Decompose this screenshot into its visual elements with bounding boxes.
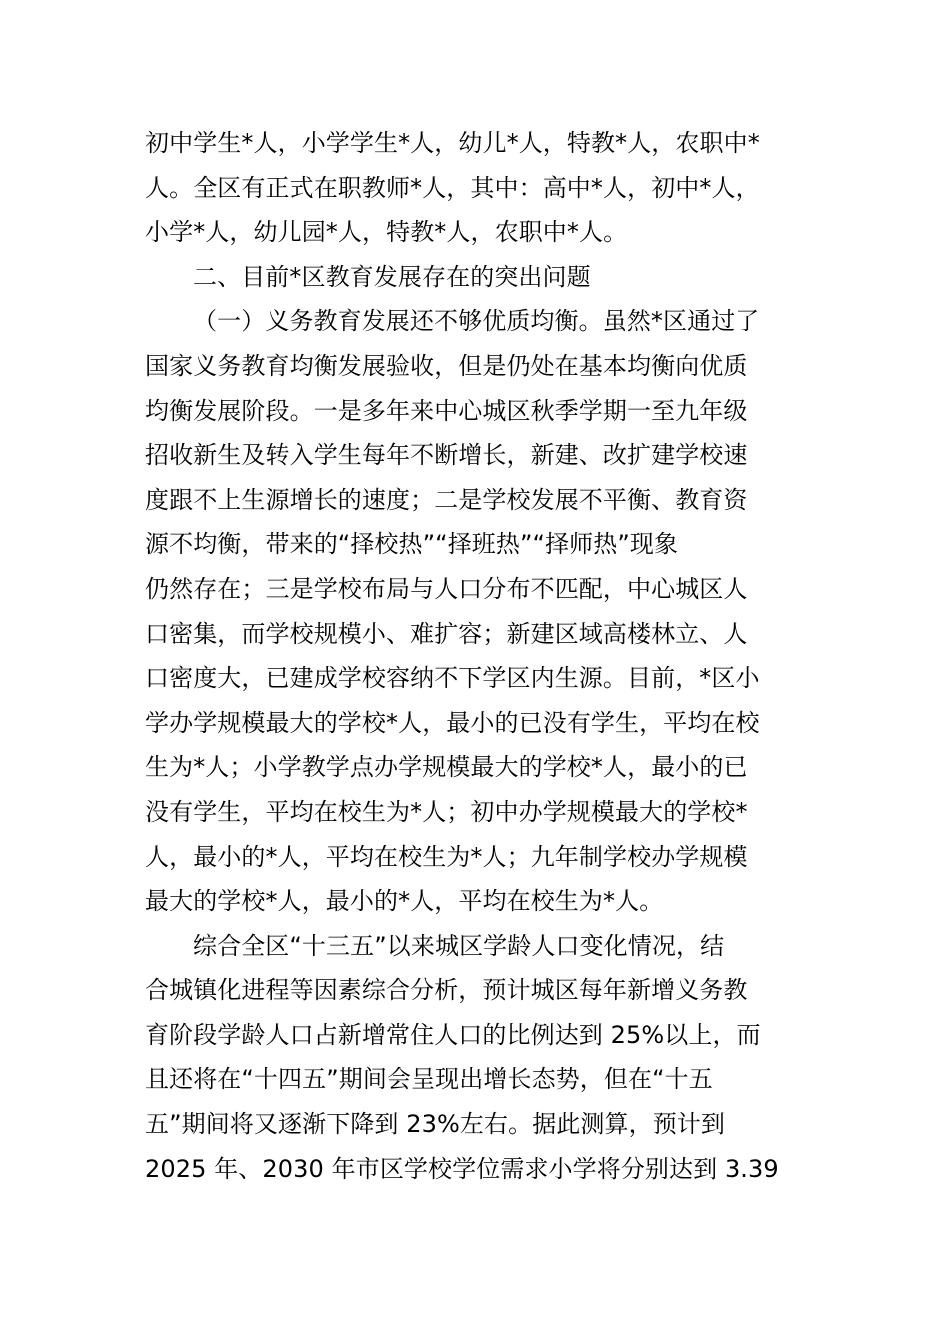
text-line: 源不均衡，带来的“择校热”“择班热”“择师热”现象 bbox=[145, 530, 679, 559]
text-line: 学办学规模最大的学校*人，最小的已没有学生，平均在校 bbox=[145, 708, 760, 737]
text-line: 国家义务教育均衡发展验收，但是仍处在基本均衡向优质 bbox=[145, 351, 748, 380]
text-line: 五”期间将又逐渐下降到 23%左右。据此测算，预计到 bbox=[145, 1110, 726, 1139]
text-line: 没有学生，平均在校生为*人；初中办学规模最大的学校* bbox=[145, 797, 748, 826]
text-line: 2025 年、2030 年市区学校学位需求小学将分别达到 3.39 bbox=[145, 1154, 779, 1183]
subsection-heading-line: （一）义务教育发展还不够优质均衡。虽然*区通过了 bbox=[193, 307, 760, 336]
text-line: 招收新生及转入学生每年不断增长，新建、改扩建学校速 bbox=[145, 441, 748, 470]
text-line: 生为*人；小学教学点办学规模最大的学校*人，最小的已 bbox=[145, 753, 748, 782]
body-text bbox=[145, 121, 815, 1191]
text-line: 初中学生*人，小学学生*人，幼儿*人，特教*人，农职中* bbox=[145, 129, 760, 157]
paragraph-start-line: 综合全区“十三五”以来城区学龄人口变化情况，结 bbox=[193, 931, 725, 960]
text-line: 合城镇化进程等因素综合分析，预计城区每年新增义务教 bbox=[145, 976, 748, 1005]
text-line: 最大的学校*人，最小的*人，平均在校生为*人。 bbox=[145, 887, 664, 916]
text-line: 度跟不上生源增长的速度；二是学校发展不平衡、教育资 bbox=[145, 485, 748, 514]
section-heading: 二、目前*区教育发展存在的突出问题 bbox=[193, 262, 591, 291]
text-line: 育阶段学龄人口占新增常住人口的比例达到 25%以上，而 bbox=[145, 1020, 761, 1049]
text-line: 且还将在“十四五”期间会呈现出增长态势，但在“十五 bbox=[145, 1065, 713, 1094]
text-line: 口密度大，已建成学校容纳不下学区内生源。目前，*区小 bbox=[145, 664, 760, 693]
text-line: 人，最小的*人，平均在校生为*人；九年制学校办学规模 bbox=[145, 842, 748, 871]
text-line: 均衡发展阶段。一是多年来中心城区秋季学期一至九年级 bbox=[145, 396, 748, 425]
text-line: 小学*人，幼儿园*人，特教*人，农职中*人。 bbox=[145, 218, 628, 247]
text-line: 仍然存在；三是学校布局与人口分布不匹配，中心城区人 bbox=[145, 574, 748, 603]
text-line: 口密集，而学校规模小、难扩容；新建区域高楼林立、人 bbox=[145, 619, 748, 648]
text-line: 人。全区有正式在职教师*人，其中：高中*人，初中*人， bbox=[145, 173, 760, 202]
